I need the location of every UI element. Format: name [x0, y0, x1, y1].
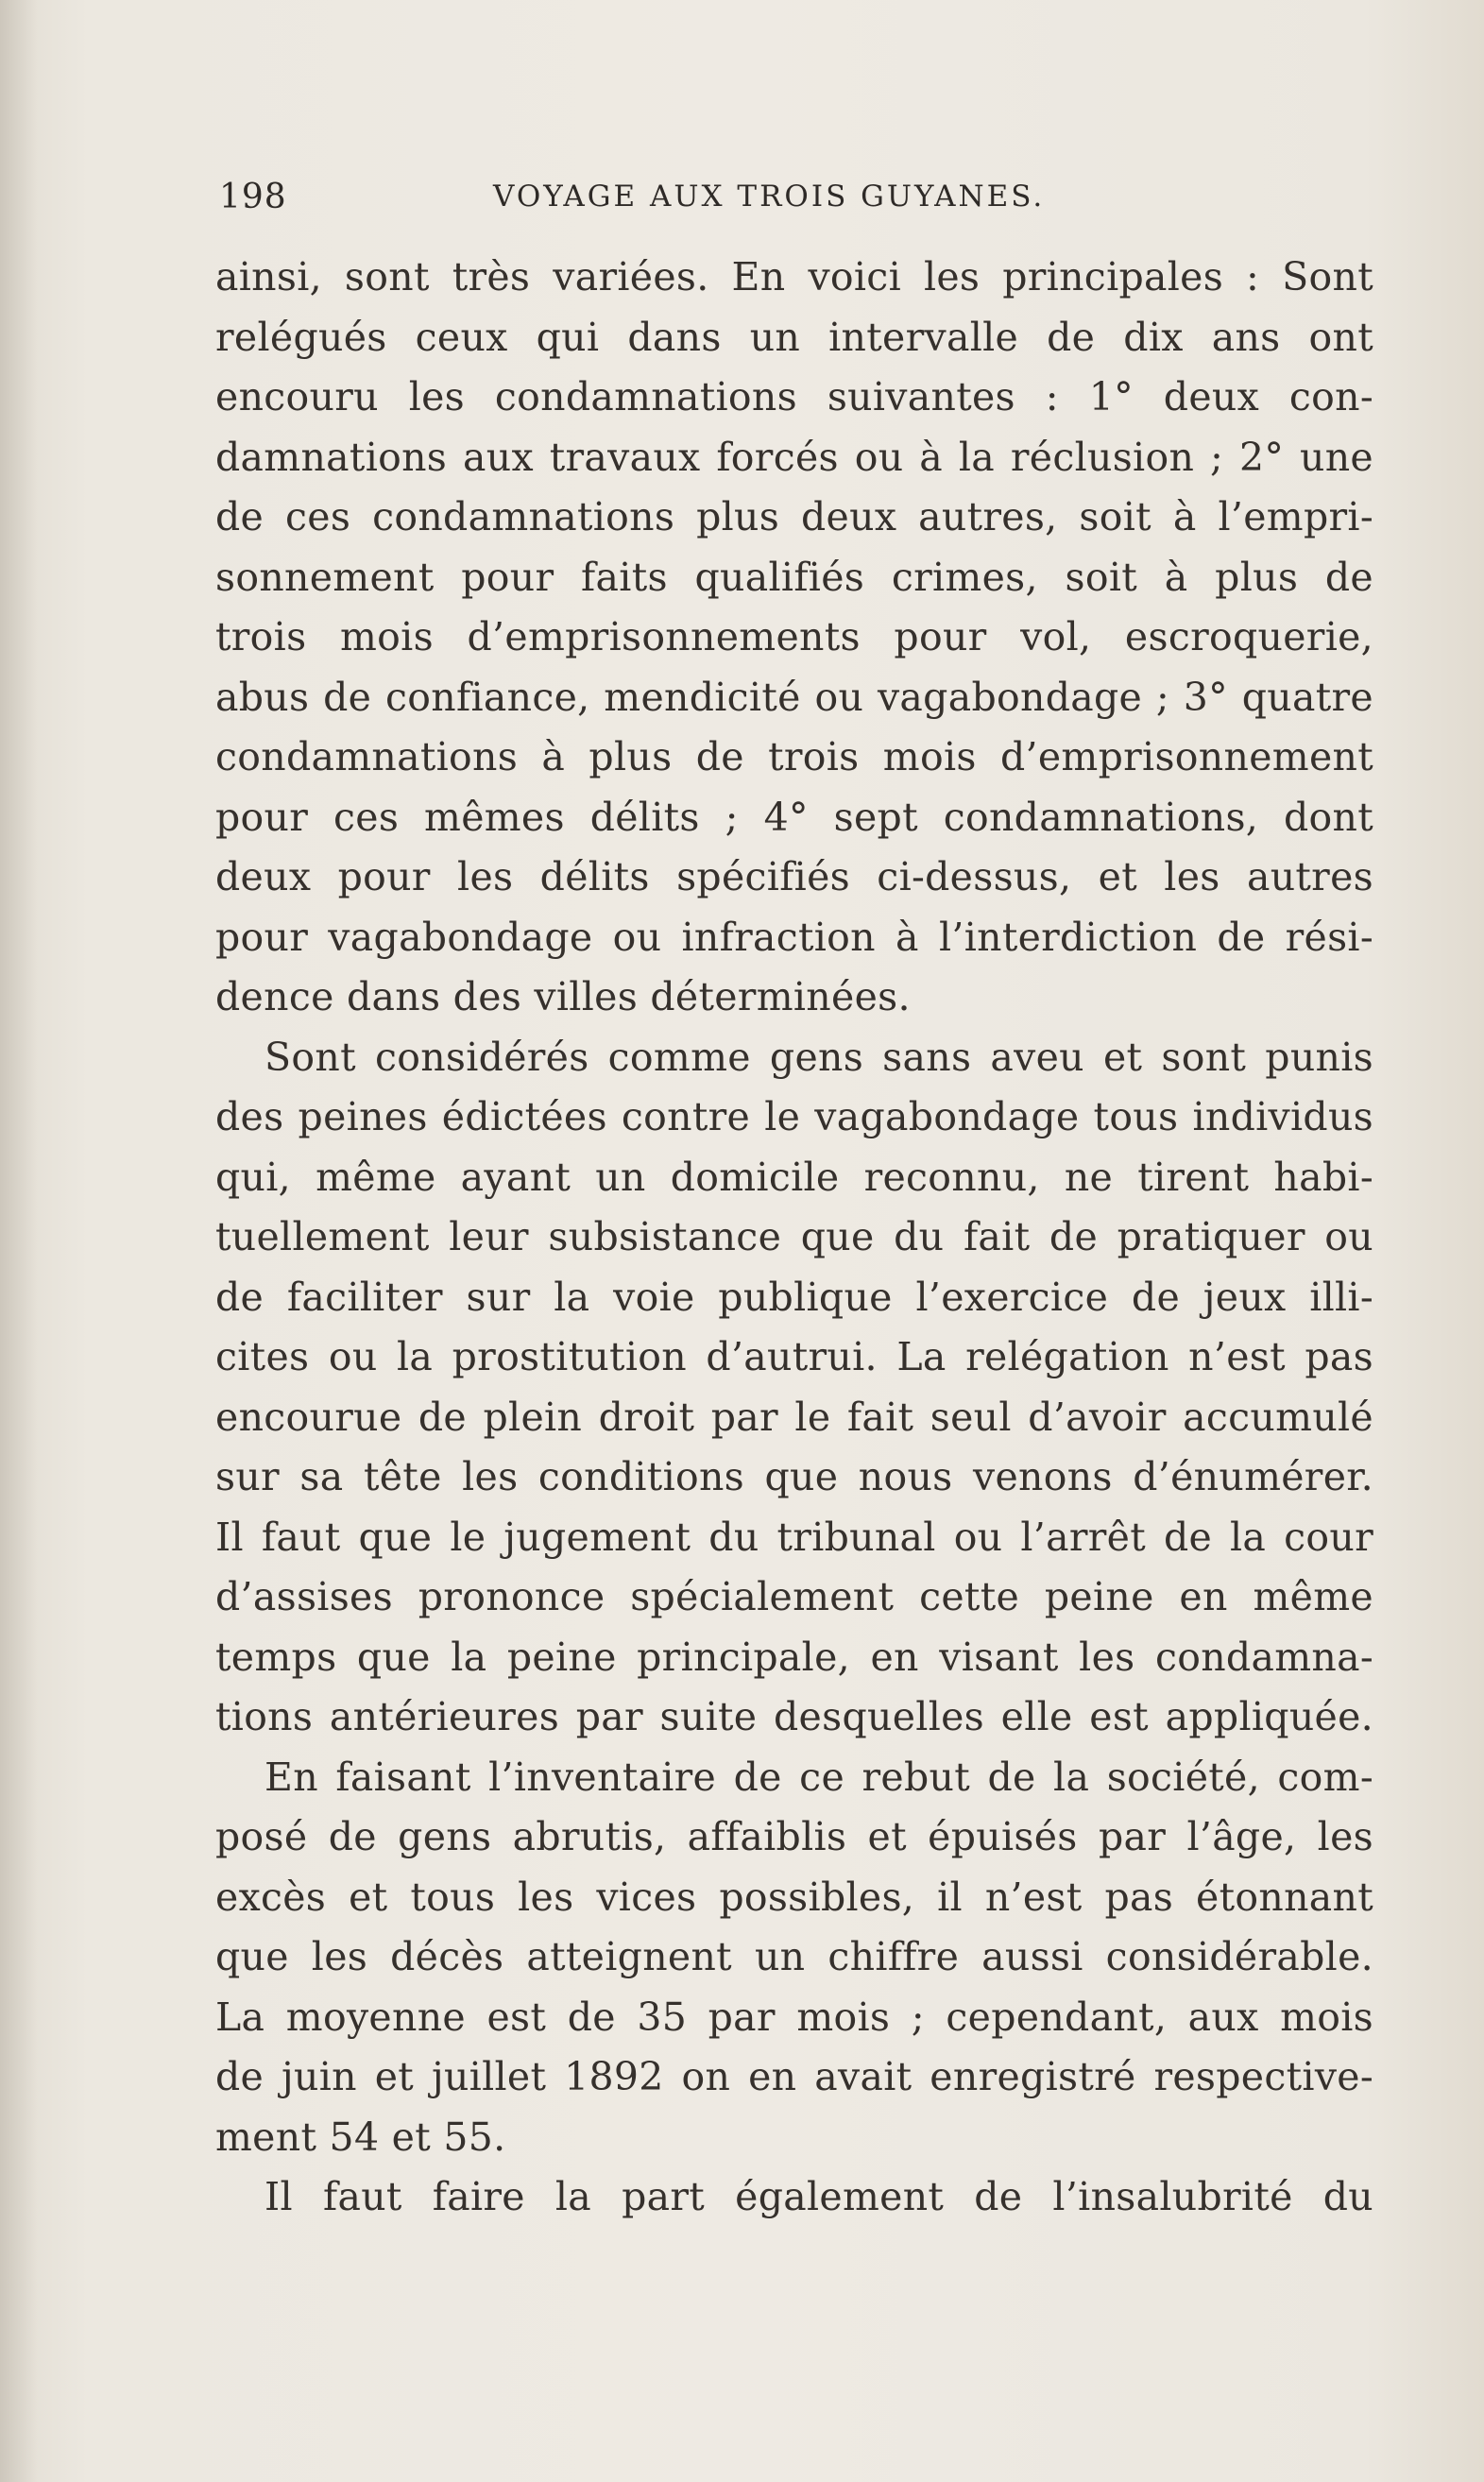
text-line: deux pour les délits spécifiés ci-dessus, et les autres — [215, 854, 1373, 899]
body-text — [215, 248, 1373, 2228]
text-line: pour vagabondage ou infraction à l’interdiction de rési- — [215, 914, 1373, 960]
text-line: cites ou la prostitution d’autrui. La relégation n’est pas — [215, 1334, 1373, 1379]
text-line: de juin et juillet 1892 on en avait enregistré respective- — [215, 2054, 1373, 2099]
page-header — [219, 178, 1372, 225]
text-line: sonnement pour faits qualifiés crimes, soit à plus de — [215, 554, 1373, 600]
text-line: Sont considérés comme gens sans aveu et sont punis — [264, 1034, 1373, 1080]
text-line: relégués ceux qui dans un intervalle de dix ans ont — [215, 314, 1373, 360]
text-line: ment 54 et 55. — [215, 2114, 506, 2160]
text-line: de faciliter sur la voie publique l’exercice de jeux illi- — [215, 1274, 1373, 1320]
text-line: condamnations à plus de trois mois d’emprisonnement — [215, 734, 1373, 779]
text-line: pour ces mêmes délits ; 4° sept condamnations, dont — [215, 794, 1373, 840]
text-line: Il faut que le jugement du tribunal ou l’arrêt de la cour — [215, 1514, 1373, 1560]
text-line: excès et tous les vices possibles, il n’est pas étonnant — [215, 1874, 1373, 1920]
text-line: qui, même ayant un domicile reconnu, ne tirent habi- — [215, 1154, 1373, 1200]
text-line: de ces condamnations plus deux autres, soit à l’empri- — [215, 494, 1373, 539]
page-number: 198 — [219, 178, 287, 216]
text-line: tions antérieures par suite desquelles elle est appliquée. — [215, 1694, 1373, 1739]
text-line: trois mois d’emprisonnements pour vol, escroquerie, — [215, 614, 1373, 659]
text-line: temps que la peine principale, en visant les condamna- — [215, 1634, 1373, 1680]
text-line: posé de gens abrutis, affaiblis et épuisés par l’âge, les — [215, 1814, 1373, 1859]
text-line: tuellement leur subsistance que du fait de pratiquer ou — [215, 1214, 1373, 1259]
text-line: ainsi, sont très variées. En voici les principales : Sont — [215, 254, 1373, 300]
text-line: abus de confiance, mendicité ou vagabondage ; 3° quatre — [215, 674, 1373, 720]
text-line: encouru les condamnations suivantes : 1° deux con- — [215, 374, 1373, 419]
text-line: damnations aux travaux forcés ou à la réclusion ; 2° une — [215, 434, 1373, 480]
text-line: encourue de plein droit par le fait seul d’avoir accumulé — [215, 1394, 1373, 1440]
text-line: dence dans des villes déterminées. — [215, 974, 911, 1019]
page-gutter-shadow — [0, 0, 38, 2482]
running-title: VOYAGE AUX TROIS GUYANES. — [493, 180, 1046, 214]
text-line: Il faut faire la part également de l’insalubrité du — [264, 2174, 1373, 2219]
text-line: sur sa tête les conditions que nous venons d’énumérer. — [215, 1454, 1373, 1499]
text-line: que les décès atteignent un chiffre aussi considérable. — [215, 1934, 1373, 1979]
text-line: d’assises prononce spécialement cette peine en même — [215, 1574, 1373, 1619]
text-line: En faisant l’inventaire de ce rebut de la société, com- — [264, 1754, 1373, 1800]
text-line: La moyenne est de 35 par mois ; cependant, aux mois — [215, 1994, 1373, 2040]
text-line: des peines édictées contre le vagabondage tous individus — [215, 1094, 1373, 1139]
